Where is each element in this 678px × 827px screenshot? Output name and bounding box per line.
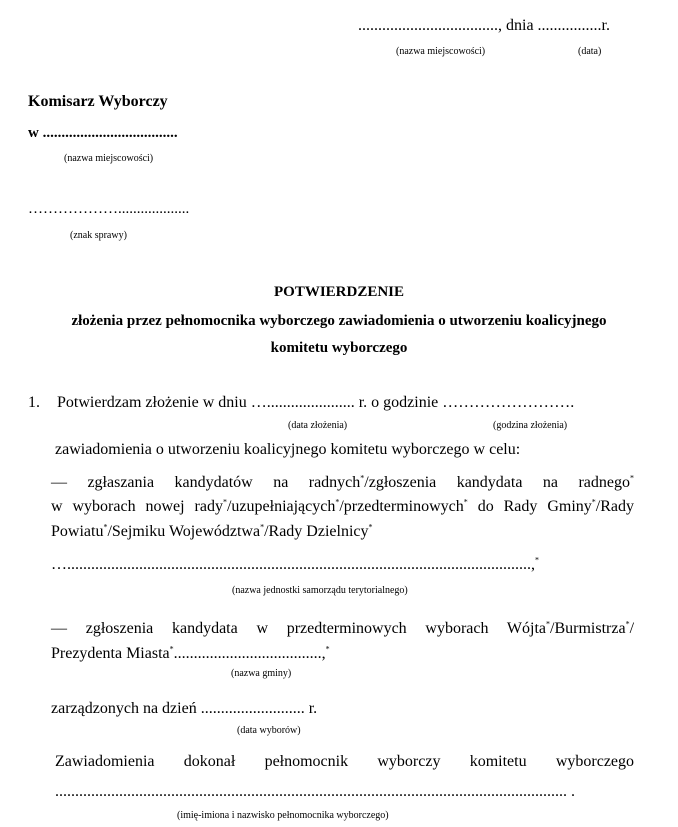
option-mayor-line-2: Prezydenta Miasta*.....................................,* (51, 644, 330, 662)
proxy-name-caption: (imię-imiona i nazwisko pełnomocnika wyborczego) (177, 810, 389, 821)
dash: — (51, 474, 67, 491)
submission-date-caption: (data złożenia) (288, 420, 348, 431)
footnote-star: * (625, 619, 630, 629)
footnote-star: * (325, 644, 330, 654)
addressee-location-line: w .................................... (28, 125, 178, 141)
option-mayor-line-1: — zgłoszenia kandydata w przedterminowych wyborach Wójta*/Burmistrza*/ (51, 619, 635, 637)
submission-datetime-line: Potwierdzam złożenie w dniu …...................... r. o godzinie ……………………. (57, 394, 575, 411)
option-councillors-line-1: — zgłaszania kandydatów na radnych*/zgłoszenia kandydata na radnego* (51, 473, 634, 491)
footnote-star: * (535, 556, 539, 565)
purpose-line: zawiadomienia o utworzeniu koalicyjnego komitetu wyborczego w celu: (55, 441, 521, 458)
footnote-star: * (335, 497, 340, 507)
self-government-unit-caption: (nazwa jednostki samorządu terytorialnego) (232, 585, 408, 596)
footnote-star: * (630, 473, 634, 483)
self-government-unit-fill-line: …....................................................................................................................,* (51, 556, 539, 573)
election-date-line: zarządzonych na dzień .......................... r. (51, 700, 318, 717)
option-councillors-line-3: Powiatu*/Sejmiku Województwa*/Rady Dzielnicy* (51, 522, 373, 540)
municipality-caption: (nazwa gminy) (231, 668, 292, 679)
dash: — (51, 620, 67, 637)
footnote-star: * (591, 497, 596, 507)
footnote-star: * (169, 644, 174, 654)
document-title: POTWIERDZENIE (273, 284, 405, 300)
footnote-star: * (360, 473, 365, 483)
footnote-star: * (368, 522, 373, 532)
document-subtitle-line-1: złożenia przez pełnomocnika wyborczego zawiadomienia o utworzeniu koalicyjnego (71, 313, 607, 329)
submission-time-caption: (godzina złożenia) (493, 420, 568, 431)
document-subtitle-line-2: komitetu wyborczego (270, 340, 408, 356)
delivered-by-line: Zawiadomienia dokonał pełnomocnik wyborczy komitetu wyborczego (55, 753, 635, 770)
footnote-star: * (222, 497, 227, 507)
case-number-caption: (znak sprawy) (70, 230, 127, 241)
place-date-line: ..................................., dnia ................r. (358, 17, 610, 34)
addressee-title: Komisarz Wyborczy (28, 93, 168, 110)
date-caption: (data) (578, 46, 602, 57)
point-number: 1. (28, 394, 40, 411)
place-caption: (nazwa miejscowości) (396, 46, 486, 57)
footnote-star: * (260, 522, 265, 532)
proxy-name-fill-line: ................................................................................................................................ . (55, 783, 575, 800)
election-date-caption: (data wyborów) (237, 725, 301, 736)
footnote-star: * (546, 619, 551, 629)
addressee-location-caption: (nazwa miejscowości) (64, 153, 154, 164)
case-number-line: ………………................... (28, 201, 190, 217)
footnote-star: * (103, 522, 108, 532)
option-councillors-line-2: w wyborach nowej rady*/uzupełniających*/przedterminowych* do Rady Gminy*/Rady (51, 497, 635, 515)
footnote-star: * (463, 497, 468, 507)
